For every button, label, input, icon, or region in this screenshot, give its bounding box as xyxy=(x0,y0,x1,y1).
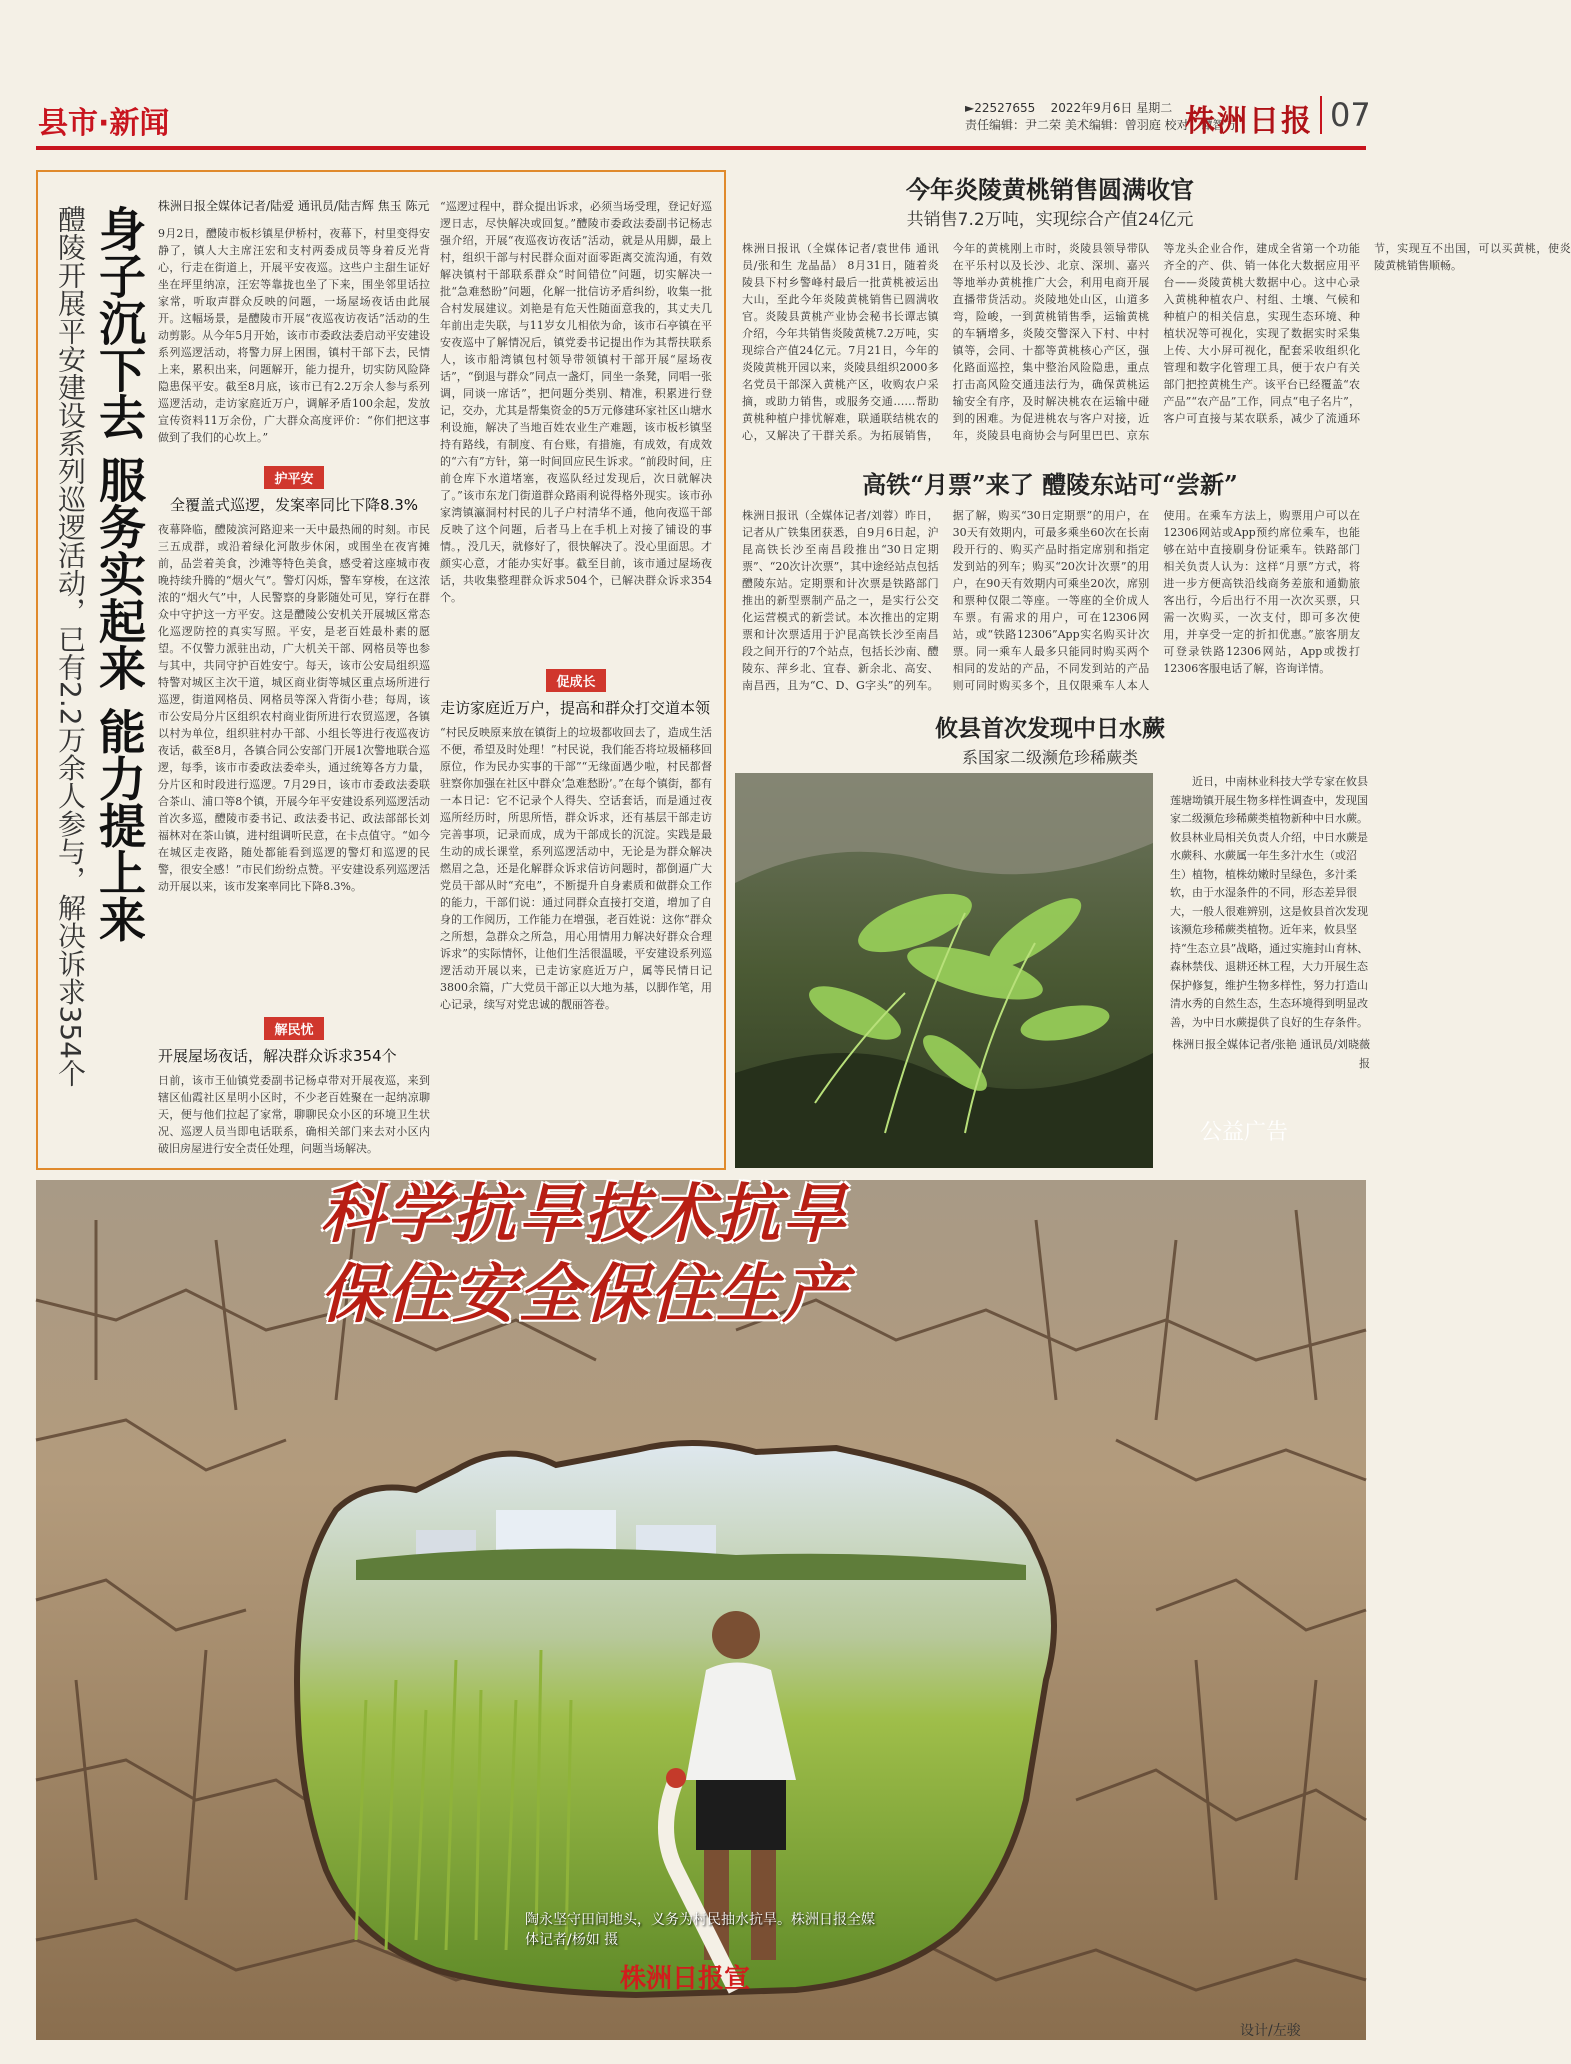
lead-subtitle: 醴陵开展平安建设系列巡逻活动，已有2.2万余人参与，解决诉求354个 xyxy=(54,205,87,1087)
lead-column-1 xyxy=(158,198,430,1163)
ad-title xyxy=(320,1175,848,1335)
lead-byline: 株洲日报全媒体记者/陆爱 通讯员/陆吉辉 焦玉 陈元 xyxy=(158,199,430,213)
date: 2022年9月6日 星期二 xyxy=(1050,101,1173,115)
lead-text-2: 夜幕降临，醴陵滨河路迎来一天中最热闹的时刻。市民三五成群，或沿着绿化河散步休闲，或围坐在夜宵摊前，品尝着美食，沙滩等特色美食，感受着这座城市夜晚持续升腾的“烟火气”。警灯闪烁，警车穿梭，在这浓浓的“烟火气”中，人民警察的身影随处可见，穿行在群众中守护这一方平安。这是醴陵公安机关开展城区常态化巡逻防控的真实写照。平安，是老百姓最朴素的愿望。不仅警力派驻出动，广大机关干部、网格员等也参与其中，共同守护百姓安宁。每天，该市公安局组织巡特警对城区主次干道，城区商业街等城区重点场所进行巡逻，街道网格员、网格员等深入背街小巷；每周，该市公安局分片区组织农村商业街所进行农贸巡逻，各镇以村为单位，组织驻村办干部、小组长等进行夜巡夜访夜话，截至8月，各镇合同公安部门开展1次警地联合巡逻，每季，该市市委政法委牵头，通过统筹各方力量，分片区和时段进行巡逻。7月29日，该市市委政法委联合茶山、浦口等8个镇，开展今年平安建设系列巡逻活动首次多巡，醴陵市委书记、政法委书记、政法部部长刘福林对在茶山镇，进村组调听民意，在卡点值守。“如今在城区走夜路，随处都能看到巡逻的警灯和巡逻的民警，很安全感！”市民们纷纷点赞。平安建设系列巡逻活动开展以来，该市发案率同比下降8.3%。 xyxy=(158,523,430,893)
lead-text-1: 9月2日，醴陵市板杉镇星伊桥村，夜幕下，村里变得安静了，镇人大主席汪宏和支村两委成员等身着反光背心，行走在街道上，开展平安夜巡。这些户主甜生证好坐在坪里纳凉，汪宏等靠拢也坐了下来，围坐邻里话拉家常，听取声群众反映的问题，一场屋场夜话由此展开。这幅场景，是醴陵市开展“夜巡夜访夜话”活动的生动剪影。从今年5月开始，该市市委政法委启动平安建设系列巡逻活动，将警力屏上困围，镇村干部下去，民情上来，累积出来，问题解开，能力提升，切实防风险降隐患保平安。截至8月底，该市已有2.2万余人参与系列巡逻活动，走访家庭近万户，调解矛盾100余起，发放宣传资料11万余份，广大群众高度评价：“你们把这事做到了我们的心坎上。” xyxy=(158,227,430,444)
lead-text-5: “村民反映原来放在镇街上的垃圾都收回去了，造成生活不便，希望及时处理！”村民说，我们能否将垃圾桶移回原位，作为民办实事的干部”“无缘面遇少啦，村民都督驻察你加强在社区中群众‘急难愁盼’。”在每个镇街，都有一本日记：它不记录个人得失、空话套话，而是通过夜巡所经历时，所思所悟，群众诉求，还有基层干部走访完善事项，记录而成，成为干部成长的沉淀。实践是最生动的成长课堂，系列巡逻活动中，无论是为群众解决燃眉之急，还是化解群众诉求信访问题时，都倒逼广大党员干部从时“充电”，不断提升自身素质和做群众工作的能力，干部们说：通过同群众直接打交道，增加了自身的工作阅历，工作能力在增强，老百姓说：这你“群众之所想，急群众之所急，用心用情用力解决好群众合理诉求”的实际情怀，让他们生活很温暖，平安建设系列巡逻活动开展以来，已走访家庭近万户，属等民情日记 3800余篇，广大党员干部正以大地为基，以脚作笔，用心记录，续写对党忠诚的靓丽答卷。 xyxy=(440,726,712,1011)
page-number: 07 xyxy=(1320,96,1371,134)
fern-credit: 株洲日报全媒体记者/张艳 通讯员/刘晓薇 报 xyxy=(1172,1038,1370,1070)
subhead-house-talk: 开展屋场夜话，解决群众诉求354个 xyxy=(158,1047,397,1065)
article-peach-title: 今年炎陵黄桃销售圆满收官 xyxy=(906,175,1194,204)
subhead-visit-families: 走访家庭近万户，提高和群众打交道本领 xyxy=(440,699,711,717)
tag-protect-safety: 护平安 xyxy=(264,466,323,489)
ad-title-line-2: 保住安全保住生产 xyxy=(320,1258,848,1332)
header-divider xyxy=(36,146,1366,150)
fern-photo xyxy=(735,773,1153,1168)
article-fern-title: 攸县首次发现中日水蕨 xyxy=(935,715,1165,742)
ad-caption: 陶永坚守田间地头，义务为村民抽水抗旱。株洲日报全媒体记者/杨如 摄 xyxy=(525,1912,875,1948)
article-fern-subtitle: 系国家二级濒危珍稀蕨类 xyxy=(961,748,1138,767)
phone: ►22527655 xyxy=(965,101,1036,115)
article-rail-body: 株洲日报讯（全媒体记者/刘蓉）昨日，记者从广铁集团获悉，自9月6日起，沪昆高铁长沙至南昌段推出“30日定期票”、“20次计次票”，其中途经站点包括醴陵东站。定期票和计次票是铁路部门推出的新型票制产品之一，是实行公交化运营模式的新尝试。本次推出的定期票和计次票适用于沪昆高铁长沙至南昌段之间开行的7个站点，包括长沙南、醴陵东、萍乡北、宜春、新余北、高安、南昌西，且为“C、D、G字头”的列车。据了解，购买“30日定期票”的用户，在30天有效期内，可最多乘坐60次在长南段开行的、购买产品时指定席别和指定发到站的列车；购买“20次计次票”的用户，在90天有效期内可乘坐20次，席别和票种仅限二等座。一等座的全价成人车票。有需求的用户，可在12306网站，或“铁路12306”App实名购买计次票。同一乘车人最多只能同时购买两个相同的发站的产品，不同发到站的产品则可同时购买多个，且仅限乘车人本人使用。在乘车方法上，购票用户可以在12306网站或App预约席位乘车，也能够在站中直接刷身份证乘车。铁路部门相关负责人认为：这样“月票”方式，将进一步方便高铁沿线商务差旅和通勤旅客出行，今后出行不用一次次买票，只需一次购买，一次支付，即可多次使用，并享受一定的折扣优惠。”旅客朋友可登录铁路12306网站，App或拨打12306客服电话了解，咨询详情。 xyxy=(742,509,1360,692)
article-peach-body: 株洲日报讯（全媒体记者/袁世伟 通讯员/张和生 龙晶晶） 8月31日，随着炎陵县下村乡警峰村最后一批黄桃被运出大山，至此今年炎陵黄桃销售已圆满收官。炎陵县黄桃产业协会秘书长谭志镇介绍，今年共销售炎陵黄桃7.2万吨，实现综合产值24亿元。7月21日，今年的炎陵黄桃开园以来，炎陵县组织2000多名党员干部深入黄桃产区，收购农户采摘，或助力销售，或服务交通……帮助黄桃种植户排忧解难，联通联结桃农的心，又解决了干群关系。为拓展销售，今年的黄桃刚上市时，炎陵县领导带队在平乐村以及长沙、北京、深圳、嘉兴等地举办黄桃推广大会，利用电商开展直播带货活动。炎陵地处山区，山道多弯，险峻，一到黄桃销售季，运输黄桃的车辆增多，炎陵交警深入下村、中村镇等，会同、十都等黄桃核心产区，强化路面巡控，集中整治风险隐患，重点打击高风险交通违法行为，确保黄桃运输安全有序，及时解决桃农在运输中碰到的困难。为促进桃农与客户对接，近年，炎陵县电商协会与阿里巴巴、京东等龙头企业合作，建成全省第一个功能齐全的产、供、销一体化大数据应用平台——炎陵黄桃大数据中心。这中心录入黄桃种植农户、村组、土壤、气候和种植户的相关信息，实现生态环境、种植状况等可视化，实现了数据实时采集上传、大小屏可视化，配套采收组织化管理和数字化管理工具，便于农户有关部门把控黄桃生产。该平台已经覆盖“农产品”“农产品”工作，同点“电子名片”，客户可直接与某农联系，减少了流通环节，实现互不出国，可以买黄桃，使炎陵黄桃销售顺畅。 xyxy=(742,242,1571,442)
article-peach-subtitle: 共销售7.2万吨，实现综合产值24亿元 xyxy=(906,210,1194,230)
lead-text-4: “巡逻过程中，群众提出诉求，必须当场受理，登记好巡逻日志，尽快解决或回复。”醴陵市委政法委副书记杨志强介绍，开展“夜巡夜访夜话”活动，就是从用脚，最上村，组织干部与村民群众面对面零距离交流沟通，有效解决镇村干部联系群众“时间错位”问题，切实解决一批“急难愁盼”问题，化解一批信访矛盾纠纷，收集一批合村发展建议。刘艳是有危天性随面意我的，其丈夫几年前出走失联，与11岁女儿相依为命，该市石亭镇在平安夜巡中了解情况后，镇党委书记提出作为其帮扶联系人，该市船湾镇包村领导带领镇村干部开展“屋场夜话”，“倒退与群众”同点一盏灯，同坐一条凳，同唱一张调，同谈一席话”，把问题分类别、精准，积累进行登记，交办，尤其是帮集资金的5万元修建环家社区山塘水利设施，解决了当地百姓农业生产难题，该市板杉镇坚持有路线，有制度、有台账，有措施，有成效，有成效的“六有”方针，第一时间回应民生诉求。“前段时间，庄前仓库下水道堵塞，夜巡队经过发现后，次日就解决了。”该市东龙门街道群众路雨利说得格外现实。该市孙家湾镇瀛洞村村民的儿子户村清华不通，他向夜巡干部反映了这个问题，后者马上在手机上对接了铺设的事情。，没几天，就修好了，很快解决了。没心里面思。才颜实心意，才能办实好事。截至目前，该市通过屋场夜话，共收集整理群众诉求504个，已解决群众诉求354个。 xyxy=(440,200,712,604)
newspaper-logo: 株洲日报 xyxy=(1185,104,1313,139)
ad-logo: 株洲日报宣 xyxy=(620,1964,751,1994)
editors: 责任编辑：尹二荣 美术编辑：曾羽庭 校对：谭智方 xyxy=(965,118,1237,132)
ad-title-line-1: 科学抗旱技术抗旱 xyxy=(320,1178,848,1252)
fern-body-text: 近日，中南林业科技大学专家在攸县莲塘坳镇开展生物多样性调查中，发现国家二级濒危珍稀蕨类植物新种中日水蕨。攸县林业局相关负责人介绍，中日水蕨是水蕨科、水蕨属一年生多汁水生（或沼生）植物，植株幼嫩时呈绿色，多汁柔软，由于水湿条件的不同，形态差异很大，一般人很难辨别，这是攸县首次发现该濒危珍稀蕨类植物。近年来，攸县坚持“生态立县”战略，通过实施封山育林、森林禁伐、退耕还林工程，大力开展生态保护修复，维护生物多样性，努力打造山清水秀的自然生态，生态环境得到明显改善，为中日水蕨提供了良好的生存条件。 xyxy=(1170,775,1369,1029)
lead-column-2 xyxy=(440,198,712,1163)
lead-text-3: 日前，该市王仙镇党委副书记杨卓带对开展夜巡，来到辖区仙霞社区星明小区时，不少老百姓聚在一起纳凉聊天，便与他们拉起了家常，聊聊民众小区的环境卫生状况、巡逻人员当即电话联系，确相关部门来去对小区内破旧房屋进行安全责任处理，问题当场解决。 xyxy=(158,1074,430,1155)
subhead-coverage: 全覆盖式巡逻，发案率同比下降8.3% xyxy=(169,496,419,514)
tag-relieve-worries: 解民忧 xyxy=(264,1017,323,1040)
article-fern-body xyxy=(1170,773,1370,1073)
lead-title: 身子沉下去 服务实起来 能力提上来 xyxy=(91,205,146,943)
section-title: 县市·新闻 xyxy=(38,106,170,141)
ad-design-credit: 设计/左骏 xyxy=(1240,2023,1301,2039)
ad-tag: 公益广告 xyxy=(1200,1120,1289,1145)
tag-promote-growth: 促成长 xyxy=(546,669,605,692)
article-rail-title: 高铁“月票”来了 醴陵东站可“尝新” xyxy=(862,470,1238,499)
